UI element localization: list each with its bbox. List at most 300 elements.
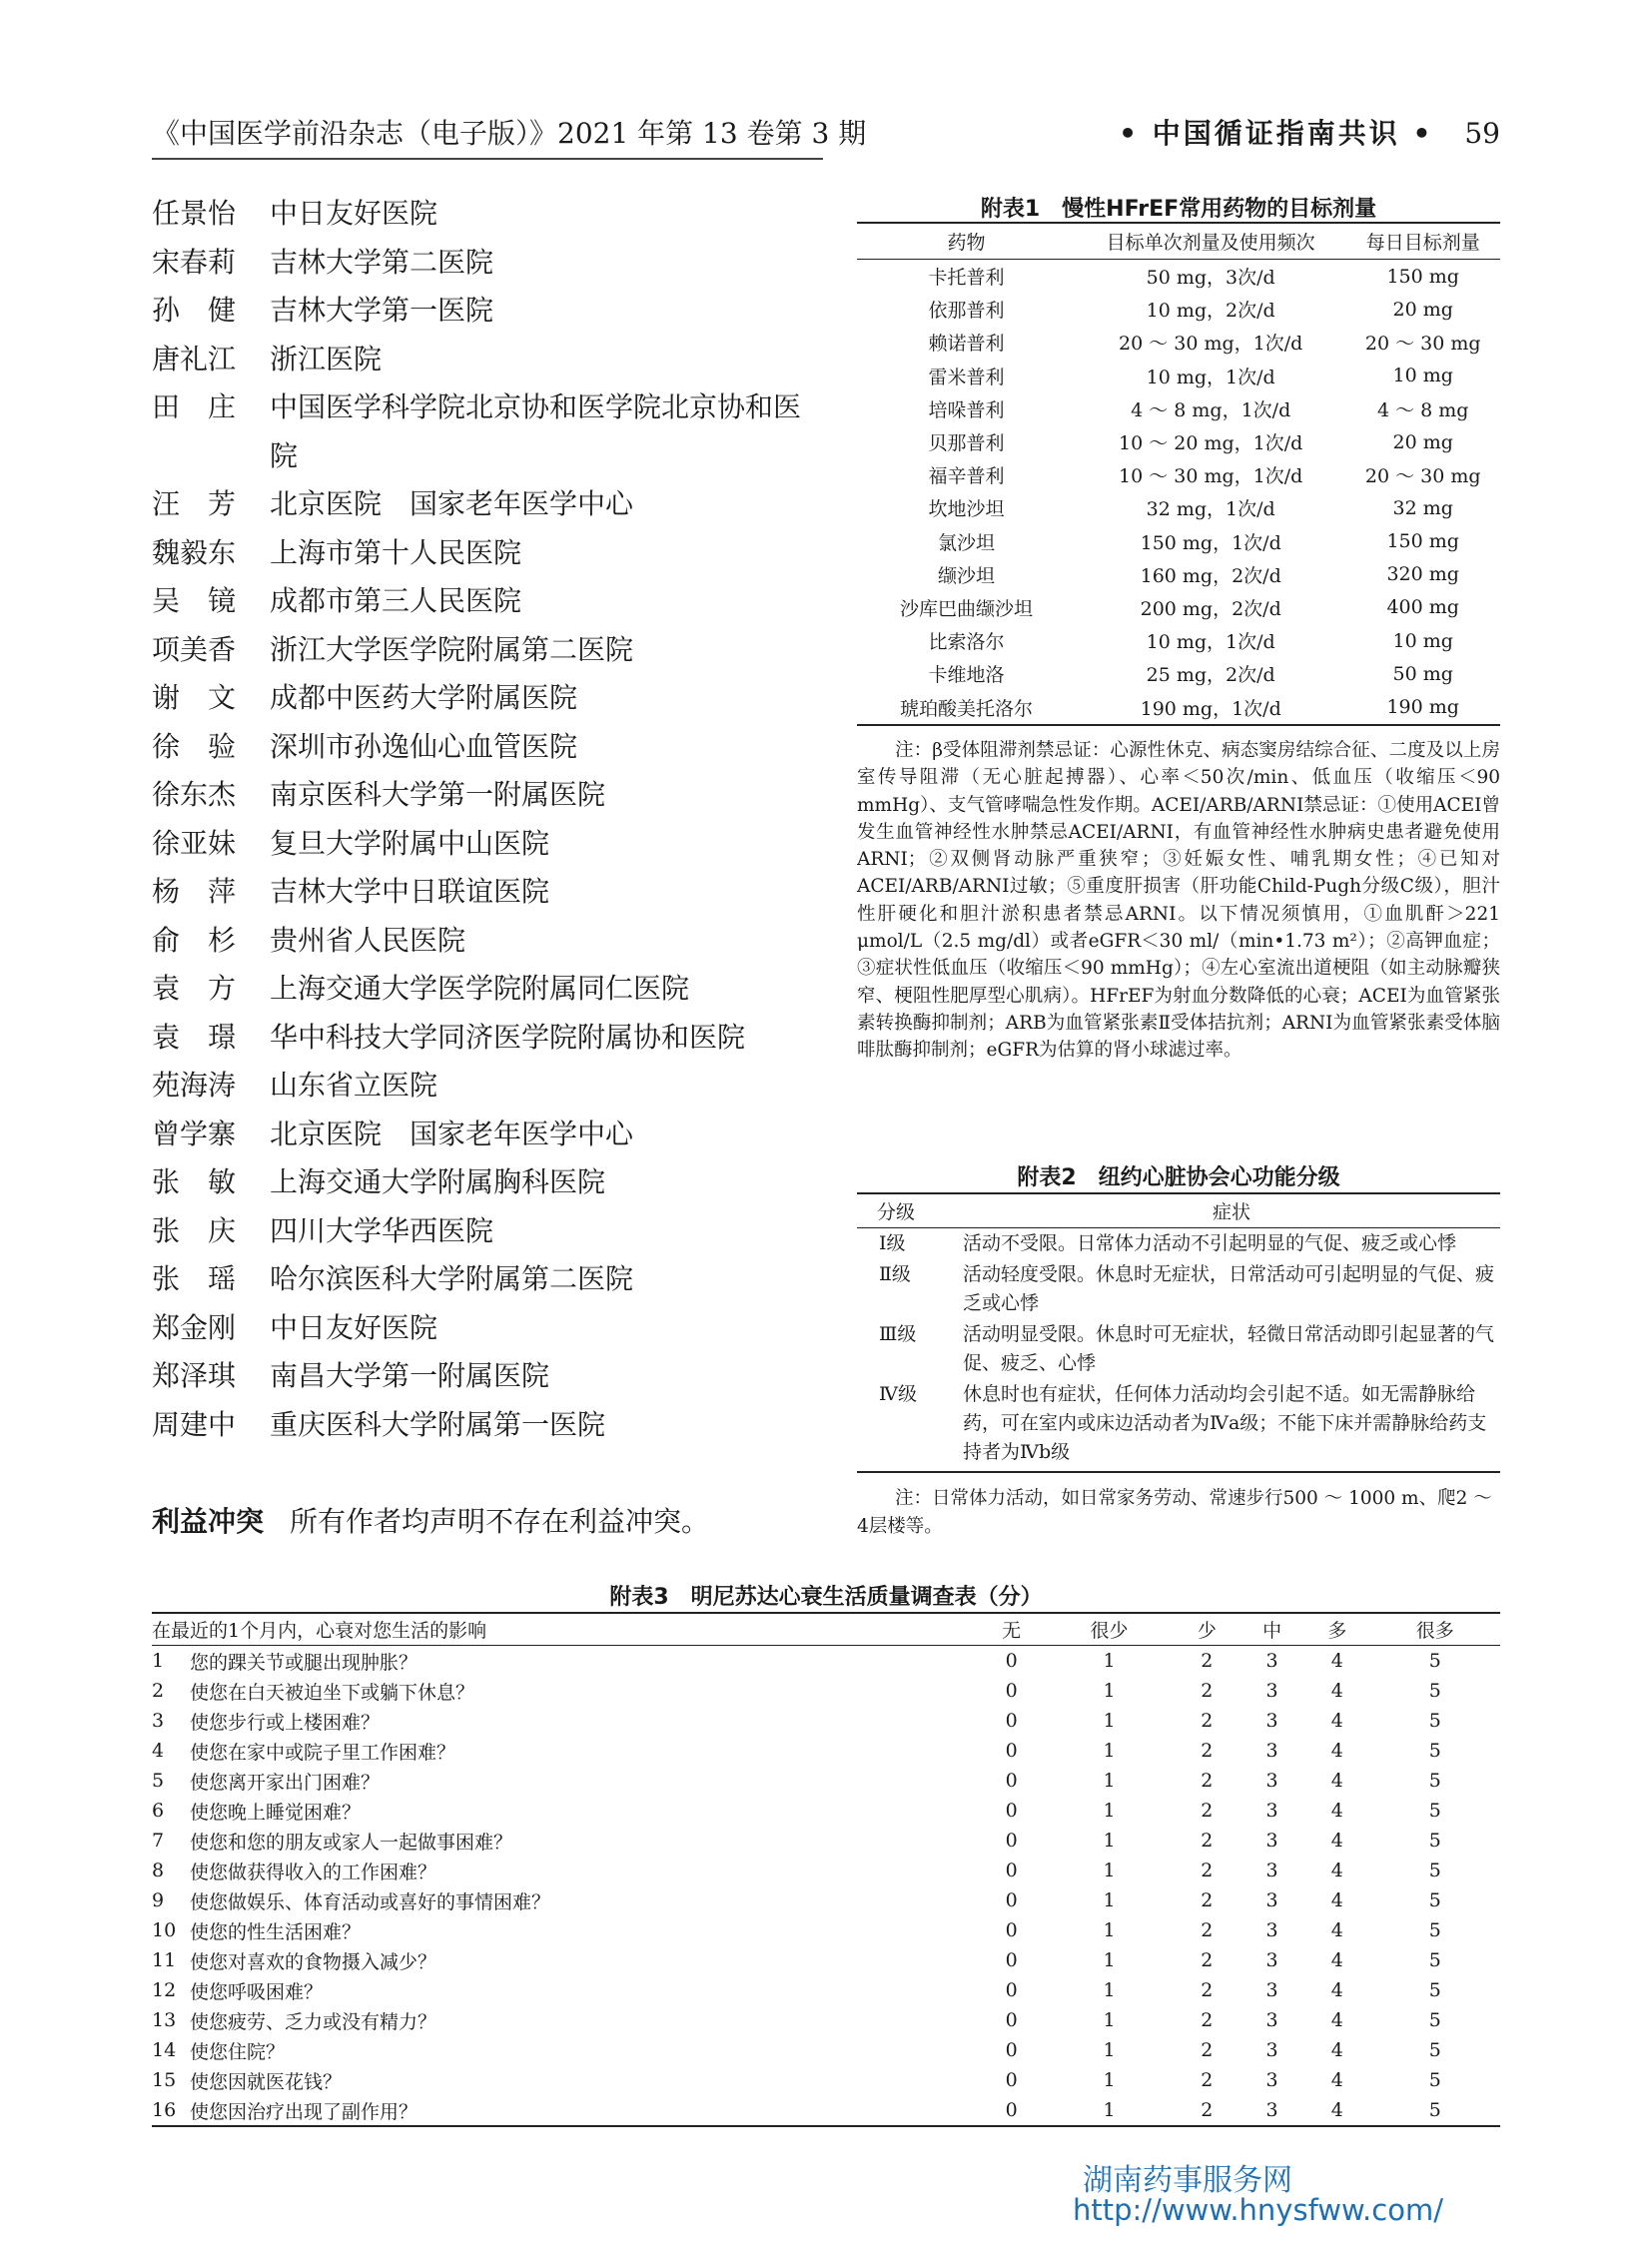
conflict-statement xyxy=(152,1500,709,1540)
table3-row xyxy=(152,1945,1500,1975)
table1-cell: 琥珀酸美托洛尔 xyxy=(857,690,1076,724)
table3 xyxy=(152,1612,1500,2127)
table1-note: 注：β受体阻滞剂禁忌证：心源性休克、病态窦房结综合征、二度及以上房室传导阻滞（无心脏起搏器）、心率＜50次/min、低血压（收缩压＜90 mmHg）、支气管哮喘急性发作期。ACEI/ARB/ARNI禁忌证：①使用ACEI曾发生血管神经性水肿禁忌ACEI/ARNI，有血管神经性水肿病史患者避免使用ARNI；②双侧肾动脉严重狭窄；③妊娠女性、哺乳期女性；④已知对ACEI/ARB/ARNI过敏；⑤重度肝损害（肝功能Child-Pugh分级C级），胆汁性肝硬化和胆汁淤积患者禁忌ARNI。以下情况须慎用，①血肌酐＞221 μmol/L（2.5 mg/dl）或者eGFR＜30 ml/（min•1.73 m²）；②高钾血症；③症状性低血压（收缩压＜90 mmHg）；④左心室流出道梗阻（如主动脉瓣狭窄、梗阻性肥厚型心肌病）。HFrEF为射血分数降低的心衰；ACEI为血管紧张素转换酶抑制剂；ARB为血管紧张素Ⅱ受体拮抗剂；ARNI为血管紧张素受体脑啡肽酶抑制剂；eGFR为估算的肾小球滤过率。 xyxy=(857,740,1500,1062)
table3-row xyxy=(152,1826,1500,1856)
table3-score: 5 xyxy=(1428,1889,1441,1911)
table1-cell: 10 ～ 20 mg，1次/d xyxy=(1119,432,1303,455)
table1-cell: 10 mg xyxy=(1392,365,1453,387)
author-name: 张 瑶 xyxy=(152,1262,237,1295)
watermark-url: http://www.hnysfww.com/ xyxy=(1073,2193,1443,2227)
author-row xyxy=(152,771,811,820)
table3-score: 3 xyxy=(1265,1830,1278,1852)
author-name: 郑泽琪 xyxy=(152,1359,237,1392)
table3-number: 1 xyxy=(152,1650,165,1672)
table1-row xyxy=(857,591,1500,624)
author-row xyxy=(152,1111,811,1159)
author-name: 杨 萍 xyxy=(152,875,237,908)
author-list xyxy=(152,190,811,1449)
table3-score: 5 xyxy=(1428,1710,1441,1732)
table3-row xyxy=(152,1736,1500,1766)
table3-score: 3 xyxy=(1265,2039,1278,2061)
table1-row xyxy=(857,360,1500,392)
author-hospital: 贵州省人民医院 xyxy=(270,923,466,957)
table3-question: 使您疲劳、乏力或没有精力？ xyxy=(190,2010,437,2033)
table1-cell: 150 mg xyxy=(1386,530,1459,553)
table3-row xyxy=(152,1856,1500,1885)
author-hospital: 北京医院 国家老年医学中心 xyxy=(270,1117,634,1150)
author-name: 张 敏 xyxy=(152,1165,237,1198)
table3-question: 使您住院？ xyxy=(190,2040,286,2063)
table3-score: 0 xyxy=(1005,2009,1018,2031)
author-row xyxy=(152,917,811,966)
table3-score: 4 xyxy=(1330,1830,1343,1852)
table1-cell: 20 ～ 30 mg xyxy=(1364,333,1481,356)
table2-grade: Ⅳ级 xyxy=(857,1379,963,1472)
table2-caption: 附表2 纽约心脏协会心功能分级 xyxy=(1017,1165,1340,1190)
author-row xyxy=(152,1207,811,1256)
author-row xyxy=(152,383,811,480)
author-row xyxy=(152,674,811,723)
table3-row xyxy=(152,2005,1500,2035)
table3-header: 少 xyxy=(1175,1613,1239,1646)
author-row xyxy=(152,626,811,675)
table1-cell: 160 mg，2次/d xyxy=(1140,564,1281,587)
table3-number: 7 xyxy=(152,1830,165,1852)
table1-cell: 比索洛尔 xyxy=(928,631,1005,654)
table3-score: 3 xyxy=(1265,2069,1278,2091)
table3-score: 5 xyxy=(1428,1800,1441,1822)
table3-question: 使您晚上睡觉困难？ xyxy=(190,1801,362,1824)
table3-number: 8 xyxy=(152,1860,165,1881)
table1-cell: 氯沙坦 xyxy=(937,531,995,554)
table3-number: 16 xyxy=(152,2095,190,2126)
table1-row xyxy=(857,525,1500,558)
table3-score: 1 xyxy=(1103,1740,1116,1762)
table3-score: 1 xyxy=(1103,1680,1116,1702)
table1-row xyxy=(857,491,1500,524)
table1-cell: 卡托普利 xyxy=(928,267,1005,290)
table3-question: 使您的性生活困难？ xyxy=(190,1920,362,1943)
table3-score: 2 xyxy=(1201,1710,1214,1732)
table2-grade: Ⅱ级 xyxy=(879,1263,911,1285)
table3-score: 3 xyxy=(1265,1889,1278,1911)
author-row xyxy=(152,287,811,336)
conflict-label: 利益冲突 xyxy=(152,1505,265,1538)
table3-score: 3 xyxy=(1265,1650,1278,1672)
table3-question: 使您做获得收入的工作困难？ xyxy=(190,1861,437,1883)
table1-row xyxy=(857,326,1500,359)
table3-score: 0 xyxy=(1005,1650,1018,1672)
section-header xyxy=(1119,112,1500,152)
table3-score: 4 xyxy=(1304,2095,1369,2126)
table1-cell: 190 mg，1次/d xyxy=(1076,690,1345,724)
author-row xyxy=(152,336,811,384)
author-hospital: 华中科技大学同济医学院附属协和医院 xyxy=(270,1020,746,1054)
table3-score: 5 xyxy=(1428,1680,1441,1702)
table1-cell: 20 mg xyxy=(1392,430,1453,453)
table1-header: 每日目标剂量 xyxy=(1345,223,1500,260)
table3-number: 14 xyxy=(152,2039,177,2061)
watermark-name: 湖南药事服务网 xyxy=(1083,2163,1292,2198)
table3-score: 1 xyxy=(1103,1800,1116,1822)
table3-score: 4 xyxy=(1330,1919,1343,1941)
table3-score: 1 xyxy=(1103,2069,1116,2091)
table1-cell: 沙库巴曲缬沙坦 xyxy=(899,597,1033,620)
conflict-text: 所有作者均声明不存在利益冲突。 xyxy=(290,1505,710,1538)
author-hospital: 重庆医科大学附属第一医院 xyxy=(270,1407,606,1441)
table3-row xyxy=(152,1766,1500,1796)
table1-cell: 10 mg，2次/d xyxy=(1146,300,1275,323)
table3-score: 3 xyxy=(1265,1860,1278,1881)
table3-question: 使您因就医花钱？ xyxy=(190,2070,343,2093)
table3-score: 2 xyxy=(1201,1889,1214,1911)
table3-score: 1 xyxy=(1103,1710,1116,1732)
table3-score: 3 xyxy=(1265,1740,1278,1762)
author-hospital: 中国医学科学院北京协和医学院北京协和医院 xyxy=(270,390,802,472)
table3-row xyxy=(152,1706,1500,1736)
table3-score: 1 xyxy=(1103,1949,1116,1971)
table3-header: 中 xyxy=(1239,1613,1304,1646)
table3-header: 很少 xyxy=(1044,1613,1174,1646)
author-row xyxy=(152,480,811,529)
table3-score: 5 xyxy=(1428,1860,1441,1881)
table3-row xyxy=(152,2035,1500,2065)
table3-row xyxy=(152,2065,1500,2095)
table3-score: 3 xyxy=(1265,2009,1278,2031)
author-hospital: 中日友好医院 xyxy=(270,1310,438,1344)
author-hospital: 南京医科大学第一附属医院 xyxy=(270,778,606,811)
table2-grade: Ⅰ级 xyxy=(879,1232,906,1254)
table3-score: 5 xyxy=(1428,1919,1441,1941)
author-row xyxy=(152,239,811,288)
table3-score: 0 xyxy=(1005,1710,1018,1732)
table3-row xyxy=(152,1676,1500,1706)
table3-score: 1 xyxy=(1103,1860,1116,1881)
table1-cell: 依那普利 xyxy=(928,300,1005,323)
table2-header: 分级 xyxy=(857,1193,963,1228)
table3-score: 2 xyxy=(1201,2039,1214,2061)
table1-cell: 坎地沙坦 xyxy=(928,498,1005,521)
author-name: 徐亚妹 xyxy=(152,826,237,860)
author-name: 魏毅东 xyxy=(152,535,237,569)
table3-score: 3 xyxy=(1265,1949,1278,1971)
author-row xyxy=(152,190,811,239)
table1-cell: 50 mg，3次/d xyxy=(1146,267,1275,290)
table3-score: 5 xyxy=(1428,1979,1441,2001)
table1-cell: 卡维地洛 xyxy=(928,664,1005,687)
author-row xyxy=(152,820,811,869)
table2-symptom: 活动不受限。日常体力活动不引起明显的气促、疲乏或心悸 xyxy=(963,1232,1457,1254)
table3-score: 3 xyxy=(1265,1680,1278,1702)
table3-score: 4 xyxy=(1330,1860,1343,1881)
author-row xyxy=(152,1401,811,1450)
table3-number: 10 xyxy=(152,1919,177,1941)
table3-number: 5 xyxy=(152,1770,165,1792)
author-name: 曾学寨 xyxy=(152,1117,237,1150)
table3-score: 1 xyxy=(1103,1650,1116,1672)
author-row xyxy=(152,1158,811,1207)
table1-cell: 20 mg xyxy=(1392,298,1453,321)
table1-cell: 32 mg，1次/d xyxy=(1146,498,1275,521)
table3-number: 9 xyxy=(152,1889,165,1911)
table1-row xyxy=(857,425,1500,458)
author-name: 袁 方 xyxy=(152,972,237,1005)
table3-score: 4 xyxy=(1330,1979,1343,2001)
table2-row xyxy=(857,1379,1500,1472)
table3-header: 很多 xyxy=(1369,1613,1500,1646)
table2-note: 注：日常体力活动，如日常家务劳动、常速步行500 ～ 1000 m、爬2 ～ 4层楼等。 xyxy=(857,1488,1492,1537)
author-hospital: 上海交通大学附属胸科医院 xyxy=(270,1165,606,1198)
table1-caption: 附表1 慢性HFrEF常用药物的目标剂量 xyxy=(980,197,1377,222)
table3-score: 2 xyxy=(1201,1919,1214,1941)
author-hospital: 深圳市孙逸仙心血管医院 xyxy=(270,729,578,763)
table1-cell: 10 mg，1次/d xyxy=(1146,366,1275,388)
table3-question: 使您做娱乐、体育活动或喜好的事情困难？ xyxy=(190,1890,551,1913)
table2-grade: Ⅲ级 xyxy=(879,1323,917,1345)
table3-score: 2 xyxy=(1201,2069,1214,2091)
header-rule xyxy=(152,158,823,160)
table1-cell: 20 ～ 30 mg，1次/d xyxy=(1119,333,1303,356)
table1-cell: 320 mg xyxy=(1386,563,1459,586)
table1-cell: 150 mg xyxy=(1386,265,1459,288)
table2-header: 症状 xyxy=(963,1193,1500,1228)
table3-number: 15 xyxy=(152,2069,177,2091)
table3-number: 6 xyxy=(152,1800,165,1822)
author-name: 任景怡 xyxy=(152,197,237,230)
table3-score: 0 xyxy=(1005,1979,1018,2001)
author-name: 徐 验 xyxy=(152,729,237,763)
table3-score: 1 xyxy=(1103,1889,1116,1911)
table2-symptom: 活动轻度受限。休息时无症状，日常活动可引起明显的气促、疲乏或心悸 xyxy=(963,1263,1495,1314)
author-row xyxy=(152,1304,811,1353)
table3-number: 12 xyxy=(152,1979,177,2001)
table1-cell: 贝那普利 xyxy=(928,432,1005,455)
table1-cell: 福辛普利 xyxy=(928,465,1005,488)
table1 xyxy=(857,222,1500,726)
table3-score: 4 xyxy=(1330,2009,1343,2031)
table3-score: 5 xyxy=(1428,1830,1441,1852)
table1-row xyxy=(857,293,1500,326)
table3-number: 13 xyxy=(152,2009,177,2031)
table3-score: 4 xyxy=(1330,1740,1343,1762)
author-hospital: 成都市第三人民医院 xyxy=(270,584,522,617)
table3-score: 5 xyxy=(1428,1650,1441,1672)
table3-question: 使您在家中或院子里工作困难？ xyxy=(190,1741,456,1764)
table3-score: 2 xyxy=(1201,1770,1214,1792)
table1-cell: 200 mg，2次/d xyxy=(1140,597,1281,620)
page-number: 59 xyxy=(1464,117,1500,150)
table1-cell: 4 ～ 8 mg xyxy=(1376,398,1469,421)
author-name: 谢 文 xyxy=(152,681,237,714)
table2-row xyxy=(857,1259,1500,1319)
table1-cell: 10 ～ 30 mg，1次/d xyxy=(1119,465,1303,488)
table3-score: 0 xyxy=(1005,1949,1018,1971)
author-hospital: 中日友好医院 xyxy=(270,197,438,230)
table3-score: 4 xyxy=(1330,1949,1343,1971)
table3-score: 1 xyxy=(1103,1979,1116,2001)
table3-score: 5 xyxy=(1428,1740,1441,1762)
table3-score: 0 xyxy=(1005,1889,1018,1911)
table3-score: 2 xyxy=(1201,1800,1214,1822)
table3-score: 2 xyxy=(1201,1830,1214,1852)
table3-score: 3 xyxy=(1265,1800,1278,1822)
table3-score: 3 xyxy=(1239,2095,1304,2126)
author-row xyxy=(152,1014,811,1063)
table3-number: 2 xyxy=(152,1680,165,1702)
table1-row xyxy=(857,260,1500,294)
table1-cell: 25 mg，2次/d xyxy=(1146,664,1275,687)
author-hospital: 成都中医药大学附属医院 xyxy=(270,681,578,714)
table3-score: 0 xyxy=(1005,1919,1018,1941)
author-name: 汪 芳 xyxy=(152,487,237,520)
author-name: 周建中 xyxy=(152,1407,237,1441)
table3-score: 1 xyxy=(1103,1770,1116,1792)
author-hospital: 山东省立医院 xyxy=(270,1069,438,1102)
author-name: 宋春莉 xyxy=(152,245,237,279)
author-name: 徐东杰 xyxy=(152,778,237,811)
table1-cell: 10 mg，1次/d xyxy=(1146,631,1275,654)
table1-row xyxy=(857,657,1500,690)
table3-score: 0 xyxy=(1005,1740,1018,1762)
table2 xyxy=(857,1192,1500,1473)
table3-question: 使您在白天被迫坐下或躺下休息？ xyxy=(190,1681,475,1704)
author-hospital: 北京医院 国家老年医学中心 xyxy=(270,487,634,520)
table3-score: 5 xyxy=(1428,2009,1441,2031)
table1-row xyxy=(857,624,1500,657)
author-hospital: 浙江大学医学院附属第二医院 xyxy=(270,632,634,666)
table1-header: 目标单次剂量及使用频次 xyxy=(1076,223,1345,260)
author-name: 孙 健 xyxy=(152,294,237,327)
author-hospital: 吉林大学第二医院 xyxy=(270,245,494,279)
table1-cell: 赖诺普利 xyxy=(928,333,1005,356)
author-row xyxy=(152,1255,811,1304)
author-hospital: 浙江医院 xyxy=(270,342,383,375)
table3-score: 5 xyxy=(1428,1770,1441,1792)
table2-row xyxy=(857,1319,1500,1379)
table3-score: 4 xyxy=(1330,1800,1343,1822)
author-row xyxy=(152,1352,811,1401)
author-row xyxy=(152,1062,811,1111)
table3-score: 2 xyxy=(1175,2095,1239,2126)
table3-score: 0 xyxy=(1005,1800,1018,1822)
table1-row xyxy=(857,458,1500,491)
table3-score: 0 xyxy=(1005,2039,1018,2061)
table3-score: 4 xyxy=(1330,2039,1343,2061)
table1-cell: 4 ～ 8 mg，1次/d xyxy=(1131,398,1291,421)
author-name: 袁 璟 xyxy=(152,1020,237,1054)
author-name: 张 庆 xyxy=(152,1213,237,1247)
table3-score: 0 xyxy=(1005,1860,1018,1881)
author-hospital: 四川大学华西医院 xyxy=(270,1213,494,1247)
table3-row xyxy=(152,1975,1500,2005)
table3-score: 1 xyxy=(1044,2095,1174,2126)
table1-cell: 190 mg xyxy=(1345,690,1500,724)
table3-score: 1 xyxy=(1103,2039,1116,2061)
table3-row xyxy=(152,1646,1500,1677)
table3-question: 使您对喜欢的食物摄入减少？ xyxy=(190,1950,437,1973)
table1-cell: 10 mg xyxy=(1392,629,1453,652)
table3-score: 2 xyxy=(1201,1860,1214,1881)
table3-question: 使您因治疗出现了副作用？ xyxy=(190,2095,979,2126)
author-name: 项美香 xyxy=(152,632,237,666)
author-row xyxy=(152,723,811,772)
table3-score: 2 xyxy=(1201,2009,1214,2031)
table3-score: 4 xyxy=(1330,2069,1343,2091)
table3-score: 5 xyxy=(1428,1949,1441,1971)
table3-number: 11 xyxy=(152,1949,177,1971)
table1-cell: 50 mg xyxy=(1392,662,1453,685)
author-hospital: 南昌大学第一附属医院 xyxy=(270,1359,550,1392)
author-row xyxy=(152,577,811,626)
author-hospital: 吉林大学第一医院 xyxy=(270,294,494,327)
table3-score: 4 xyxy=(1330,1889,1343,1911)
table3-question: 使您呼吸困难？ xyxy=(190,1980,324,2003)
table3-question: 使您和您的朋友或家人一起做事困难？ xyxy=(190,1831,513,1854)
table3-question: 您的踝关节或腿出现肿胀？ xyxy=(190,1651,418,1674)
table3-score: 3 xyxy=(1265,1710,1278,1732)
table3-header: 无 xyxy=(979,1613,1044,1646)
table3-score: 4 xyxy=(1330,1680,1343,1702)
table3-header: 多 xyxy=(1304,1613,1369,1646)
table3-score: 0 xyxy=(1005,2069,1018,2091)
table3-row xyxy=(152,2095,1500,2126)
table3-score: 2 xyxy=(1201,1740,1214,1762)
table3-score: 2 xyxy=(1201,1979,1214,2001)
table3-number: 4 xyxy=(152,1740,165,1762)
section-title: • 中国循证指南共识 • xyxy=(1119,117,1434,150)
table1-cell: 缬沙坦 xyxy=(937,564,995,587)
table3-score: 0 xyxy=(1005,1770,1018,1792)
author-name: 郑金刚 xyxy=(152,1310,237,1344)
table1-cell: 20 ～ 30 mg xyxy=(1364,465,1481,488)
author-row xyxy=(152,529,811,578)
author-name: 俞 杉 xyxy=(152,923,237,957)
journal-header: 《中国医学前沿杂志（电子版）》2021 年第 13 卷第 3 期 xyxy=(152,117,867,150)
author-name: 唐礼江 xyxy=(152,342,237,375)
table1-cell: 培哚普利 xyxy=(928,398,1005,421)
table3-score: 0 xyxy=(1005,1830,1018,1852)
table3-score: 0 xyxy=(1005,1680,1018,1702)
author-name: 田 庄 xyxy=(152,390,237,423)
author-hospital: 上海交通大学医学院附属同仁医院 xyxy=(270,972,690,1005)
table3-score: 1 xyxy=(1103,2009,1116,2031)
table1-cell: 400 mg xyxy=(1386,596,1459,619)
table3-row xyxy=(152,1915,1500,1945)
table3-caption: 附表3 明尼苏达心衰生活质量调查表（分） xyxy=(609,1585,1043,1610)
table1-row xyxy=(857,690,1500,724)
author-row xyxy=(152,868,811,917)
table1-cell: 32 mg xyxy=(1392,496,1453,519)
table3-score: 1 xyxy=(1103,1919,1116,1941)
table3-score: 5 xyxy=(1428,2039,1441,2061)
table3-score: 3 xyxy=(1265,1770,1278,1792)
author-hospital: 哈尔滨医科大学附属第二医院 xyxy=(270,1262,634,1295)
table3-score: 4 xyxy=(1330,1650,1343,1672)
table3-question: 使您步行或上楼困难？ xyxy=(190,1711,381,1734)
table2-symptom: 活动明显受限。休息时可无症状，轻微日常活动即引起显著的气促、疲乏、心悸 xyxy=(963,1323,1495,1374)
table3-score: 5 xyxy=(1428,2069,1441,2091)
table1-row xyxy=(857,392,1500,425)
table3-question: 使您离开家出门困难？ xyxy=(190,1771,381,1794)
author-row xyxy=(152,965,811,1014)
table1-row xyxy=(857,558,1500,591)
table3-score: 3 xyxy=(1265,1919,1278,1941)
author-hospital: 复旦大学附属中山医院 xyxy=(270,826,550,860)
table3-score: 0 xyxy=(979,2095,1044,2126)
author-hospital: 吉林大学中日联谊医院 xyxy=(270,875,550,908)
table3-score: 1 xyxy=(1103,1830,1116,1852)
table2-row xyxy=(857,1228,1500,1260)
